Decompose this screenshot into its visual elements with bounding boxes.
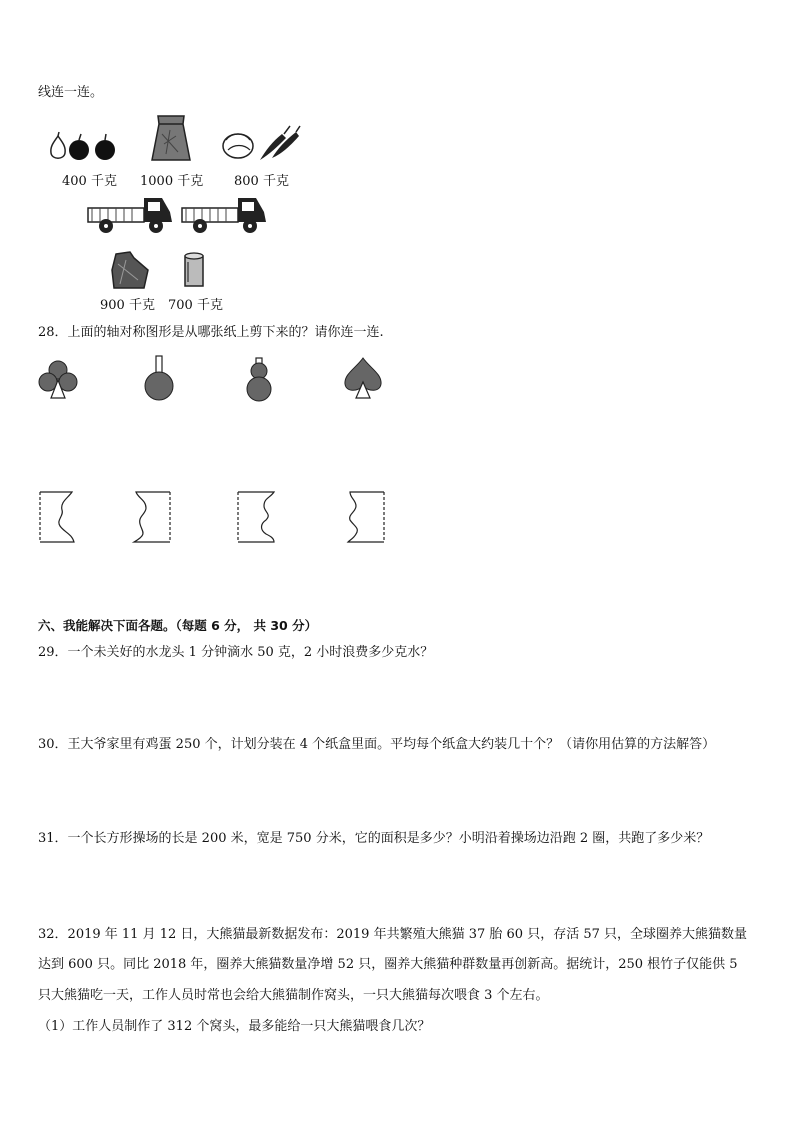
- flask-shape: [142, 354, 176, 402]
- question-32-sub-1: （1）工作人员制作了 312 个窝头，最多能给一只大熊猫喂食几次？: [38, 1019, 431, 1034]
- club-shape: [38, 358, 78, 400]
- fruit-picture: [48, 132, 120, 162]
- sack-weight: 1000 千克: [140, 174, 204, 189]
- question-28: 28．上面的轴对称图形是从哪张纸上剪下来的？请你连一连.: [38, 325, 384, 340]
- gourd-shape: [244, 356, 274, 402]
- question-30: 30．王大爷家里有鸡蛋 250 个，计划分装在 4 个纸盒里面。平均每个纸盒大约装几十个？（请你用估算的方法解答）: [38, 737, 716, 752]
- question-31: 31．一个长方形操场的长是 200 米，宽是 750 分米，它的面积是多少？小明沿着操场边沿跑 2 圈，共跑了多少米？: [38, 831, 710, 846]
- paper-1: [38, 490, 78, 544]
- paper-2: [132, 490, 174, 544]
- question-32-line-2: 达到 600 只。同比 2018 年，圈养大熊猫数量净增 52 只，圈养大熊猫种群数量再创新高。据统计，250 根竹子仅能供 5: [38, 957, 738, 972]
- can-picture: [182, 252, 206, 290]
- vegetables-weight: 800 千克: [234, 174, 289, 189]
- truck-2-picture: [180, 194, 268, 236]
- section-6-heading: 六、我能解决下面各题。（每题 6 分， 共 30 分）: [38, 618, 318, 633]
- can-weight: 700 千克: [168, 298, 223, 313]
- intro-text: 线连一连。: [38, 85, 104, 100]
- spade-shape: [342, 356, 384, 400]
- paper-4: [346, 490, 388, 544]
- question-29: 29．一个未关好的水龙头 1 分钟滴水 50 克，2 小时浪费多少克水？: [38, 645, 434, 660]
- paper-3: [236, 490, 278, 544]
- bag-weight: 900 千克: [100, 298, 155, 313]
- question-32-line-3: 只大熊猫吃一天，工作人员时常也会给大熊猫制作窝头，一只大熊猫每次喂食 3 个左右。: [38, 988, 549, 1003]
- sack-picture: [148, 114, 194, 164]
- question-32-line-1: 32．2019 年 11 月 12 日，大熊猫最新数据发布：2019 年共繁殖大熊猫 37 胎 60 只，存活 57 只，全球圈养大熊猫数量: [38, 927, 748, 942]
- fruit-weight: 400 千克: [62, 174, 117, 189]
- vegetables-picture: [220, 124, 302, 162]
- truck-1-picture: [86, 194, 174, 236]
- bag-picture: [108, 250, 152, 290]
